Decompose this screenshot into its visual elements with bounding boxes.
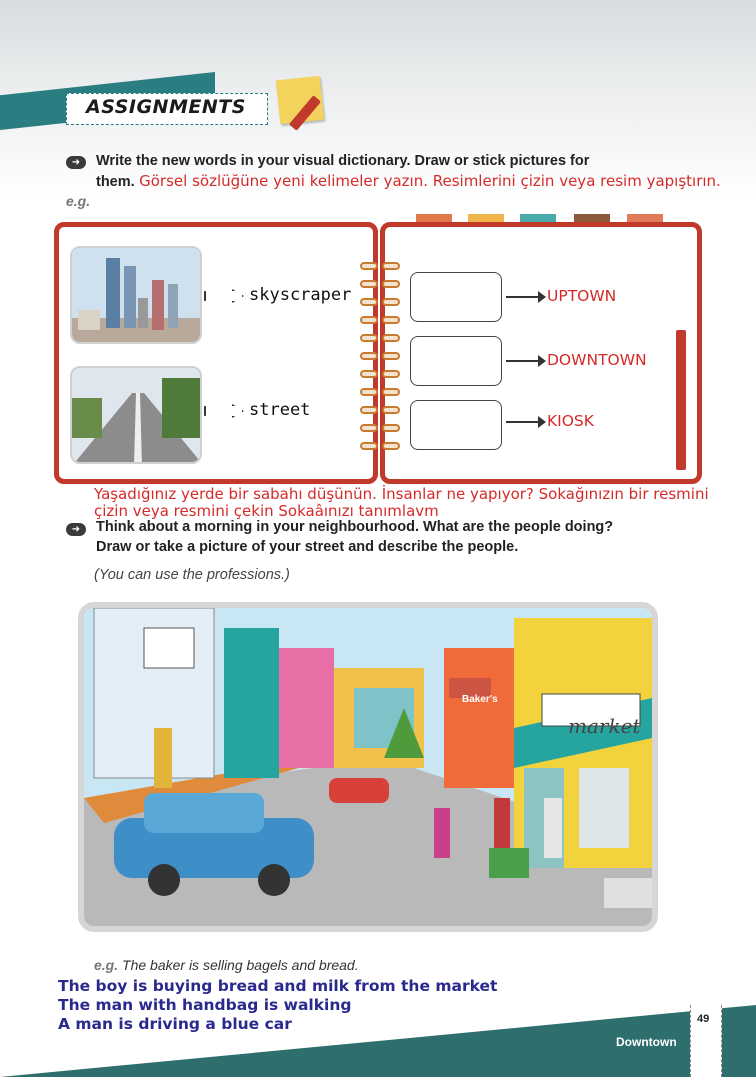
spiral-ring bbox=[382, 388, 400, 396]
task2-instruction-line1: Think about a morning in your neighbourhood. What are the people doing? bbox=[96, 519, 614, 535]
spiral-ring bbox=[382, 298, 400, 306]
task2-note: (You can use the professions.) bbox=[94, 567, 290, 583]
spiral-ring bbox=[360, 442, 378, 450]
task1-instruction-line1: Write the new words in your visual dictionary. Draw or stick pictures for bbox=[96, 153, 590, 169]
bakers-sign: Baker's bbox=[462, 694, 498, 705]
spiral-ring bbox=[382, 406, 400, 414]
arrow-bullet-icon: ➜ bbox=[66, 523, 86, 536]
spiral-ring bbox=[382, 334, 400, 342]
task2-translation-line1: Yaşadığınız yerde bir sabahı düşünün. İnsanlar ne yapıyor? Sokağınızın bir resmini bbox=[94, 485, 709, 503]
spiral-ring bbox=[360, 352, 378, 360]
example-text: The baker is selling bagels and bread. bbox=[122, 957, 359, 973]
answer-line-3: A man is driving a blue car bbox=[58, 1015, 292, 1033]
assignments-title: ASSIGNMENTS bbox=[86, 96, 246, 118]
task1-instruction-them: them. bbox=[96, 174, 135, 190]
word-kiosk: KIOSK bbox=[547, 412, 594, 430]
pen-icon bbox=[676, 330, 686, 470]
spiral-ring bbox=[360, 424, 378, 432]
example-sentence bbox=[94, 957, 359, 973]
right-arrow-icon bbox=[506, 296, 544, 298]
word-street: street bbox=[249, 400, 311, 420]
spiral-ring bbox=[360, 388, 378, 396]
word-skyscraper: skyscraper bbox=[249, 285, 352, 305]
spiral-ring bbox=[382, 280, 400, 288]
task1-eg-label: e.g. bbox=[66, 193, 91, 209]
market-sign: market bbox=[568, 714, 641, 738]
spiral-ring bbox=[360, 280, 378, 288]
spiral-ring bbox=[360, 316, 378, 324]
right-arrow-icon bbox=[506, 360, 544, 362]
answer-line-1: The boy is buying bread and milk from the market bbox=[58, 977, 498, 995]
task1-instruction-line2 bbox=[96, 172, 721, 192]
spiral-ring bbox=[382, 262, 400, 270]
task1-translation: Görsel sözlüğüne yeni kelimeler yazın. Resimlerini çizin veya resim yapıştırın. bbox=[139, 172, 721, 190]
section-name: Downtown bbox=[616, 1035, 677, 1049]
street-illustration bbox=[72, 368, 202, 464]
word-downtown: DOWNTOWN bbox=[547, 351, 647, 369]
spiral-ring bbox=[360, 370, 378, 378]
spiral-ring bbox=[360, 406, 378, 414]
skyscraper-photo bbox=[70, 246, 202, 344]
spiral-ring bbox=[360, 334, 378, 342]
street-photo bbox=[70, 366, 202, 464]
arrow-bullet-icon: ➜ bbox=[66, 156, 86, 169]
spiral-ring bbox=[382, 424, 400, 432]
spiral-ring bbox=[360, 298, 378, 306]
picture-box-uptown[interactable] bbox=[410, 272, 502, 322]
answer-line-2: The man with handbag is walking bbox=[58, 996, 352, 1014]
example-eg-label: e.g. bbox=[94, 957, 119, 973]
word-uptown: UPTOWN bbox=[547, 287, 617, 305]
task2-translation-line2: çizin veya resmini çekin Sokaâınızı tanımlavm bbox=[94, 502, 439, 520]
spiral-ring bbox=[382, 316, 400, 324]
street-scene-drawing bbox=[84, 608, 652, 926]
spiral-ring bbox=[382, 442, 400, 450]
street-scene-illustration bbox=[78, 602, 658, 932]
task2-instruction-line2: Draw or take a picture of your street and describe the people. bbox=[96, 539, 519, 555]
picture-box-downtown[interactable] bbox=[410, 336, 502, 386]
picture-box-kiosk[interactable] bbox=[410, 400, 502, 450]
right-arrow-icon bbox=[506, 421, 544, 423]
spiral-ring bbox=[360, 262, 378, 270]
spiral-ring bbox=[382, 370, 400, 378]
spiral-ring bbox=[382, 352, 400, 360]
notebook-spiral bbox=[360, 262, 400, 462]
skyscraper-illustration bbox=[72, 248, 202, 344]
page-number: 49 bbox=[697, 1013, 710, 1025]
